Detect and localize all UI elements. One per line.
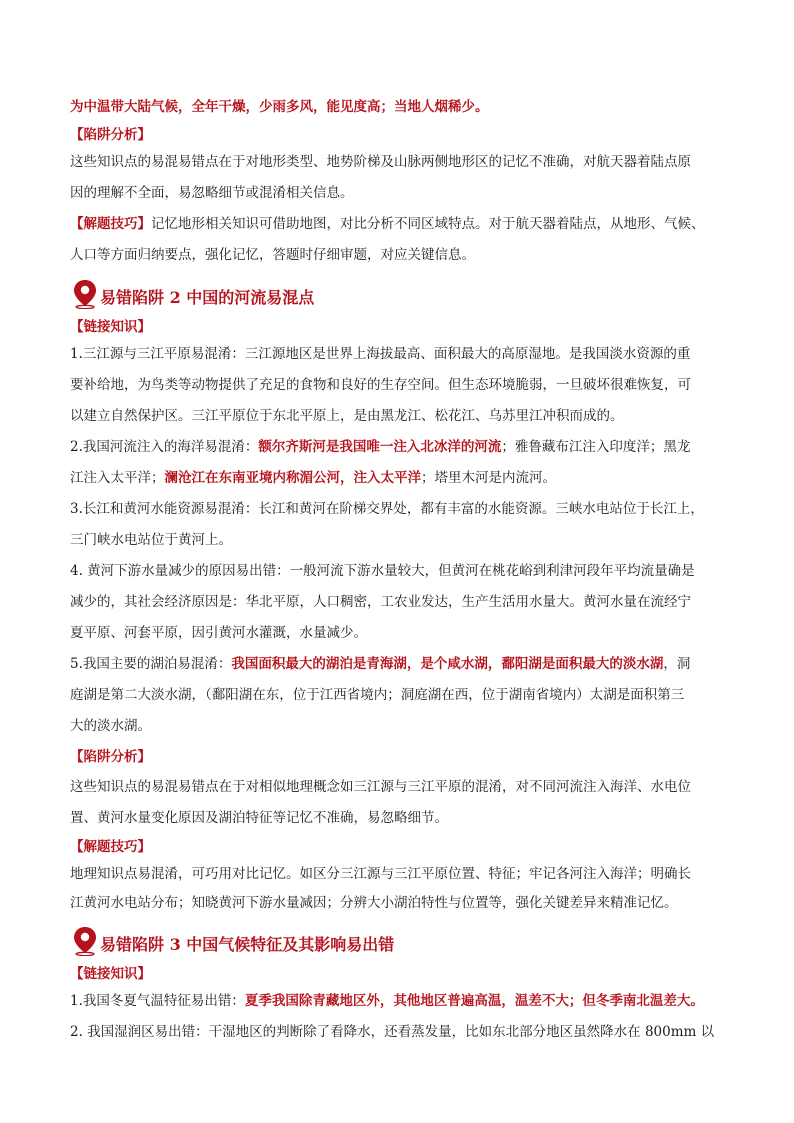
paragraph-line: 4. 黄河下游水量减少的原因易出错：一般河流下游水量较大，但黄河在桃花峪到利津河段年平均流量确是 [70, 563, 695, 579]
paragraph-line: 江黄河水电站分布；知晓黄河下游水量减因；分辨大小湖泊特性与位置等，强化关键差异来精准记忆。 [70, 895, 678, 911]
solution-tip-tag: 【解题技巧】 [70, 839, 151, 855]
paragraph-line [70, 463, 730, 494]
paragraph-text: ；塔里木河是内流河。 [421, 470, 556, 486]
section-heading [70, 275, 730, 315]
paragraph-line: 地理知识点易混淆，可巧用对比记忆。如区分三江源与三江平原位置、特征；牢记各河注入海洋；明确长 [70, 866, 691, 882]
paragraph-line: 这些知识点的易混易错点在于对地形类型、地势阶梯及山脉两侧地形区的记忆不准确，对航天器着陆点原 [70, 154, 691, 170]
paragraph-line [70, 432, 730, 463]
highlight-text: 我国面积最大的湖泊是青海湖，是个咸水湖，鄱阳湖是面积最大的淡水湖 [231, 656, 664, 672]
link-knowledge-tag: 【链接知识】 [70, 966, 151, 982]
paragraph-text: 江注入太平洋； [70, 470, 165, 486]
section-title: 易错陷阱 2 中国的河流易混点 [100, 288, 315, 307]
paragraph-line: 2. 我国湿润区易出错：干湿地区的判断除了看降水，还看蒸发量，比如东北部分地区虽然降水在 800mm 以 [70, 1024, 715, 1040]
paragraph-text: 2.我国河流注入的海洋易混淆： [70, 439, 259, 455]
paragraph-line: 要补给地，为鸟类等动物提供了充足的食物和良好的生存空间。但生态环境脆弱，一旦破坏很难恢复，可 [70, 377, 691, 393]
section-heading [70, 922, 730, 962]
paragraph-line: 因的理解不全面，易忽略细节或混淆相关信息。 [70, 185, 354, 201]
paragraph-line: 大的淡水湖。 [70, 718, 151, 734]
trap-analysis-tag: 【陷阱分析】 [70, 749, 151, 765]
paragraph-line [70, 986, 730, 1017]
paragraph-line: 人口等方面归纳要点，强化记忆，答题时仔细审题，对应关键信息。 [70, 247, 475, 263]
intro-red-line: 为中温带大陆气候，全年干燥，少雨多风，能见度高；当地人烟稀少。 [70, 99, 489, 115]
paragraph-line: 减少的，其社会经济原因是：华北平原，人口稠密，工农业发达，生产生活用水量大。黄河水量在流经宁 [70, 594, 691, 610]
paragraph-text: 5.我国主要的湖泊易混淆： [70, 656, 232, 672]
paragraph-text: ，洞 [663, 656, 691, 672]
paragraph-line: 夏平原、河套平原，因引黄河水灌溉，水量减少。 [70, 625, 367, 641]
paragraph-text: 1.我国冬夏气温特征易出错： [70, 993, 245, 1009]
highlight-text: 额尔齐斯河是我国唯一注入北冰洋的河流 [258, 439, 502, 455]
paragraph-line: 庭湖是第二大淡水湖，（鄱阳湖在东，位于江西省境内；洞庭湖在西，位于湖南省境内）太湖是面积第三 [70, 687, 685, 703]
document-page [70, 92, 730, 1048]
paragraph-text: ；雅鲁藏布江注入印度洋；黑龙 [501, 439, 691, 455]
paragraph-line: 置、黄河水量变化原因及湖泊特征等记忆不准确，易忽略细节。 [70, 810, 448, 826]
map-pin-icon [72, 926, 98, 956]
paragraph-line: 3.长江和黄河水能资源易混淆：长江和黄河在阶梯交界处，都有丰富的水能资源。三峡水电站位于长江上， [70, 501, 704, 517]
paragraph-line [70, 649, 730, 680]
paragraph-text: 记忆地形相关知识可借助地图，对比分析不同区域特点。对于航天器着陆点，从地形、气候、 [151, 216, 705, 232]
section-title: 易错陷阱 3 中国气候特征及其影响易出错 [100, 935, 395, 954]
solution-tip-tag: 【解题技巧】 [70, 216, 151, 232]
paragraph-line: 三门峡水电站位于黄河上。 [70, 532, 232, 548]
trap-analysis-tag: 【陷阱分析】 [70, 127, 151, 143]
paragraph-line: 1.三江源与三江平原易混淆：三江源地区是世界上海拔最高、面积最大的高原湿地。是我国淡水资源的重 [70, 346, 691, 362]
highlight-text: 澜沧江在东南亚境内称湄公河，注入太平洋 [164, 470, 421, 486]
link-knowledge-tag: 【链接知识】 [70, 319, 151, 335]
map-pin-icon [72, 279, 98, 309]
paragraph-line: 以建立自然保护区。三江平原位于东北平原上，是由黑龙江、松花江、乌苏里江冲积而成的。 [70, 408, 624, 424]
highlight-text: 夏季我国除青藏地区外，其他地区普遍高温，温差不大；但冬季南北温差大。 [244, 993, 704, 1009]
paragraph-line: 这些知识点的易混易错点在于对相似地理概念如三江源与三江平原的混淆，对不同河流注入海洋、水电位 [70, 779, 691, 795]
solution-tip-line [70, 209, 730, 240]
